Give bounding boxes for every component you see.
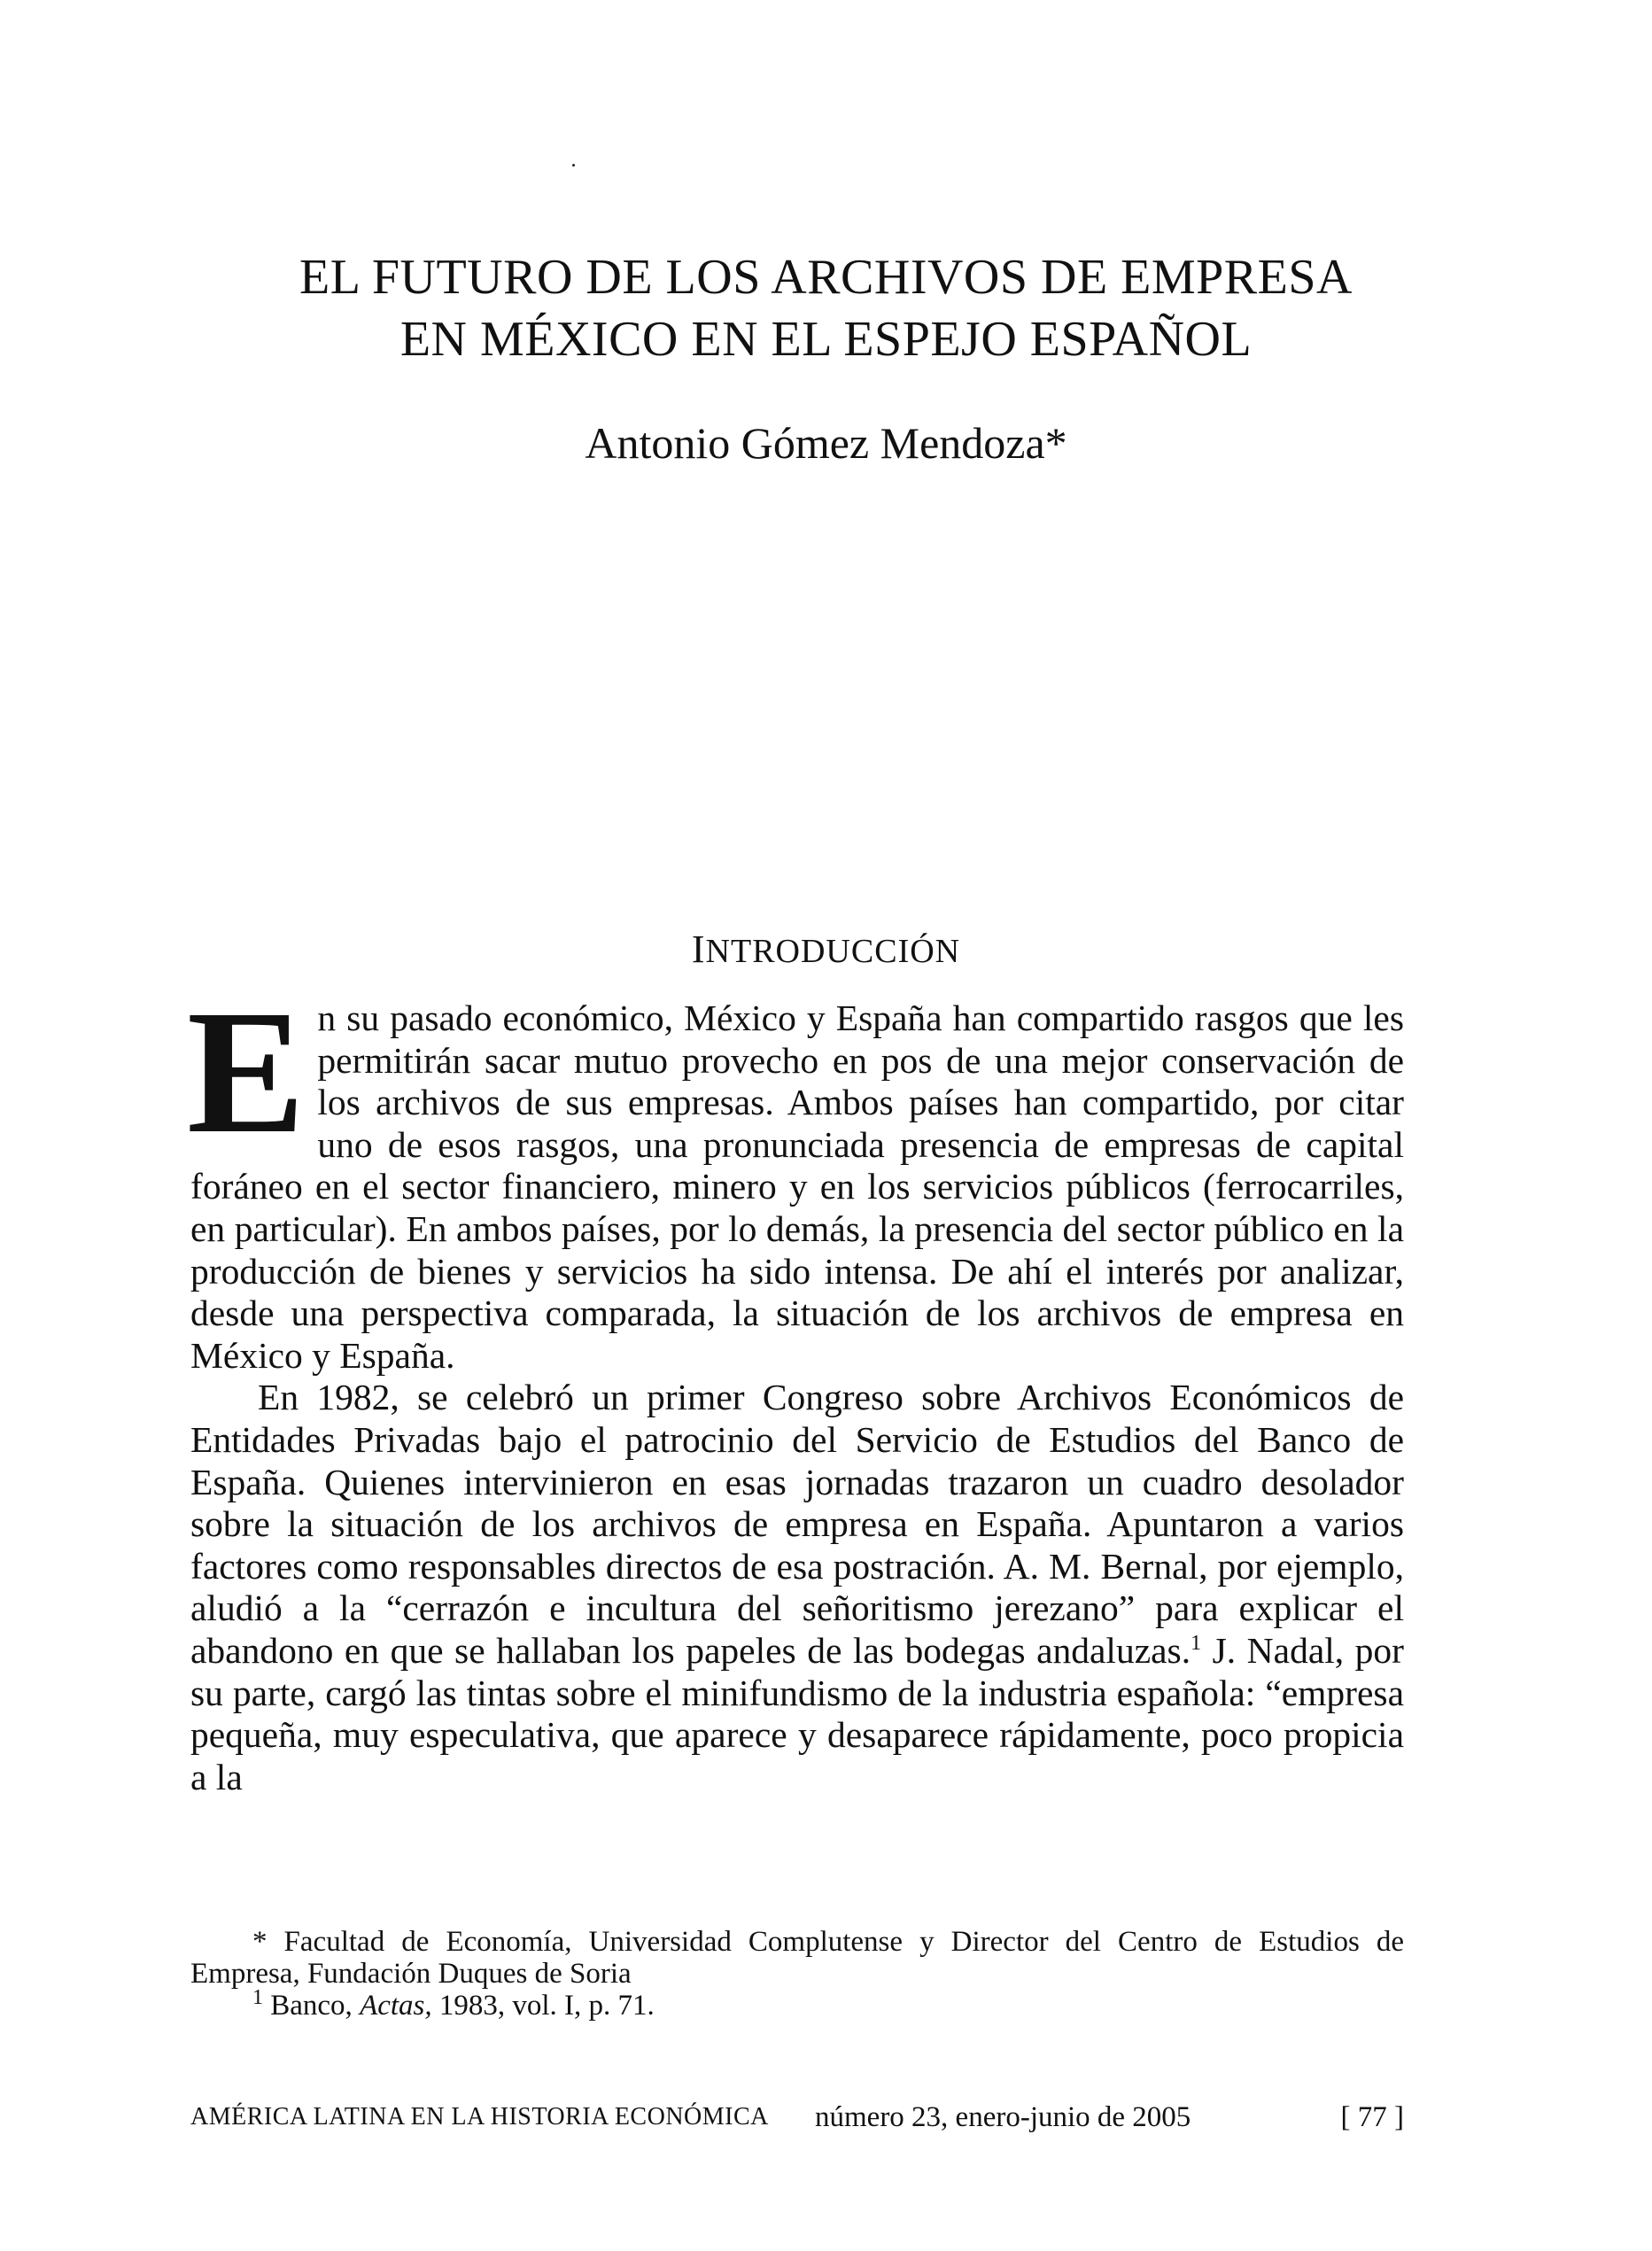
scan-speck [572, 164, 575, 167]
paragraph-2 [190, 1377, 1404, 1798]
section-heading-initial: I [691, 928, 706, 971]
journal-name: AMÉRICA LATINA EN LA HISTORIA ECONÓMICA [190, 2103, 769, 2131]
paragraph-2-text-a: En 1982, se celebró un primer Congreso sobre Archivos Económicos de Entidades Privadas bajo el patrocinio del Servicio de Estudios del Banco de España. Quienes intervinieron en esas jornadas trazaron un cuadro desolador sobre la situación de los archivos de empresa en España. Apuntaron a varios factores como responsables directos de esa postración. A. M. Bernal, por ejemplo, aludió a la “cerrazón e incultura del señoritismo jerezano” para explicar el abandono en que se hallaban los papeles de las bodegas andaluzas. [190, 1377, 1404, 1671]
title-line-2: EN MÉXICO EN EL ESPEJO ESPAÑOL [399, 312, 1253, 367]
paragraph-1 [187, 974, 1404, 1377]
footnotes [190, 1926, 1404, 2022]
footnote-1-italic: Actas, [360, 1990, 432, 2022]
paragraph-2-text-b: J. Nadal, por su parte, cargó las tintas sobre el minifundismo de la industria española: “empresa pequeña, muy especulativa, que aparece y desaparece rápidamente, poco propicia a la [190, 1629, 1405, 1797]
footnote-1 [190, 1986, 1404, 2022]
body-text [187, 974, 1405, 1798]
author-name: Antonio Gómez Mendoza* [585, 418, 1067, 468]
section-heading [177, 928, 1475, 973]
footnote-star: * Facultad de Economía, Universidad Complutense y Director del Centro de Estudios de Empresa, Fundación Duques de Soria [190, 1926, 1404, 1990]
issue-info: número 23, enero-junio de 2005 [815, 2101, 1191, 2133]
paragraph-1-text: n su pasado económico, México y España han compartido rasgos que les permitirán sacar mutuo provecho en pos de una mejor conservación de los archivos de sus empresas. Ambos países han compartido, por citar uno de esos rasgos, una pronunciada presencia de empresas de capital foráneo en el sector financiero, minero y en los servicios públicos (ferrocarriles, en particular). En ambos países, por lo demás, la presencia del sector público en la producción de bienes y servicios ha sido intensa. De ahí el interés por analizar, desde una perspectiva comparada, la situación de los archivos de empresa en México y España. [190, 997, 1404, 1376]
title-line-1: EL FUTURO DE LOS ARCHIVOS DE EMPRESA [299, 250, 1353, 305]
page-number: [ 77 ] [1340, 2101, 1404, 2133]
footnote-1-mark: 1 [252, 1986, 263, 2009]
footnote-ref-1[interactable]: 1 [1191, 1632, 1202, 1656]
footnote-1-text-a: Banco, [263, 1990, 361, 2022]
drop-cap: E [187, 974, 306, 1170]
article-title [177, 246, 1475, 370]
footnote-1-text-b: 1983, vol. I, p. 71. [431, 1990, 655, 2022]
section-heading-rest: NTRODUCCIÓN [705, 933, 961, 970]
